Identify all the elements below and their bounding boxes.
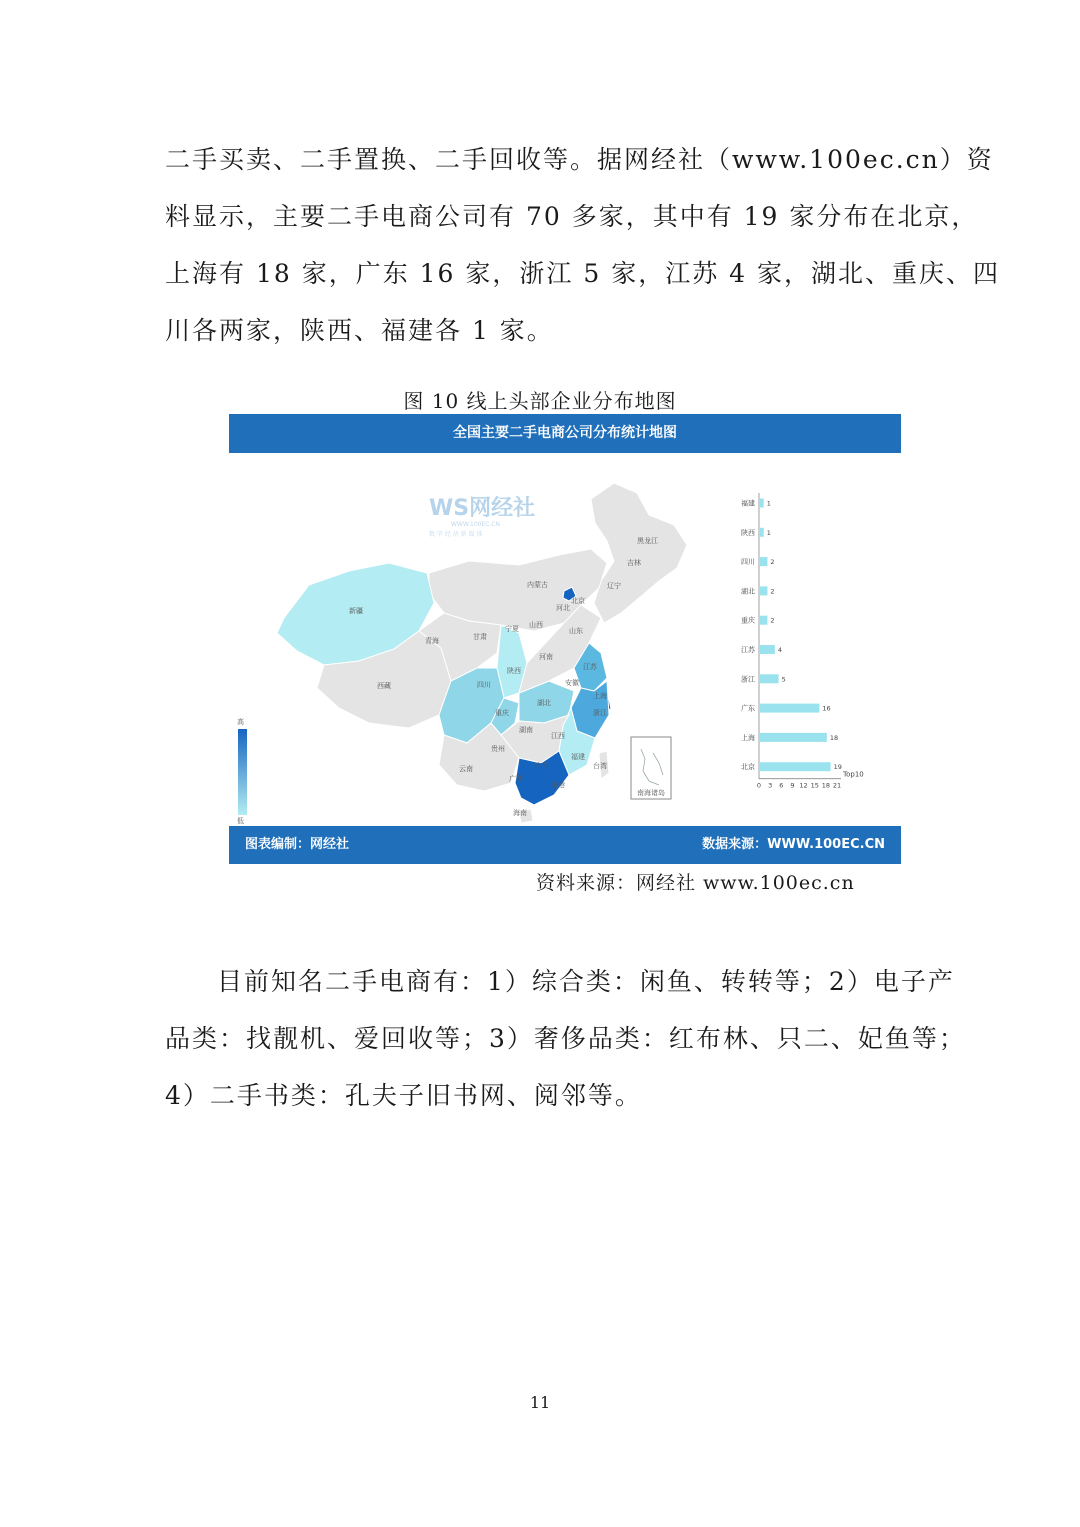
map-label: 重庆: [495, 709, 509, 717]
bar: [760, 586, 767, 595]
bar-x-tick-label: 3: [768, 781, 773, 790]
map-label: 陕西: [507, 667, 521, 675]
bar-value-label: 18: [829, 733, 839, 742]
map-label: 吉林: [627, 559, 641, 567]
map-label: 黑龙江: [637, 537, 658, 545]
figure-footer-bar: [229, 826, 901, 864]
bar-category-label: 湖北: [741, 587, 755, 596]
bar-value-label: 2: [770, 616, 775, 625]
paragraph-line: 二手买卖、二手置换、二手回收等。据网经社（www.100ec.cn）资: [165, 145, 994, 174]
legend-high-label: 高: [237, 718, 244, 726]
watermark-url: WWW.100EC.CN: [451, 521, 501, 528]
color-legend: [237, 717, 247, 825]
bar-category-label: 江苏: [741, 646, 755, 654]
bar-category-label: 重庆: [741, 616, 755, 625]
map-label: 海南: [513, 809, 527, 817]
bar-value-label: 1: [766, 528, 771, 537]
bar: [760, 499, 764, 508]
figure-banner-title: 全国主要二手电商公司分布统计地图: [229, 414, 901, 453]
map-label: 湖北: [537, 699, 551, 707]
top10-bar-chart: [741, 493, 864, 790]
map-label: 山东: [569, 627, 583, 635]
bar-category-label: 浙江: [741, 675, 755, 684]
map-label: 甘肃: [473, 633, 487, 641]
bar: [760, 645, 775, 654]
figure-footer-source: 数据来源：WWW.100EC.CN: [702, 837, 885, 852]
map-label: 上海: [593, 692, 607, 700]
bar-x-tick-label: 18: [821, 781, 830, 790]
bar-x-tick-label: 9: [790, 781, 795, 790]
bar-category-label: 福建: [741, 499, 755, 508]
map-label: 香港: [551, 781, 565, 789]
watermark-logo-text: WS网经社: [429, 496, 536, 521]
map-label: 广西: [509, 775, 523, 783]
map-label: 湖南: [519, 726, 533, 734]
figure-canvas: [229, 453, 901, 826]
paragraph-line: 品类：找靓机、爱回收等；3）奢侈品类：红布林、只二、妃鱼等；: [165, 1024, 966, 1053]
bar-x-tick-label: 15: [810, 781, 819, 790]
map-label: 江西: [551, 732, 565, 740]
paragraph-line: 料显示，主要二手电商公司有 70 多家，其中有 19 家分布在北京，: [165, 202, 979, 231]
bar-value-label: 4: [777, 646, 782, 654]
bar-value-label: 1: [766, 499, 771, 508]
bar-category-label: 四川: [741, 558, 755, 567]
bar: [760, 528, 764, 537]
bar-x-tick-label: 21: [832, 781, 842, 790]
map-label: 台湾: [593, 762, 607, 770]
watermark-logo: [429, 496, 535, 538]
bar-x-tick-label: 12: [799, 781, 808, 790]
map-label: 北京: [571, 597, 585, 605]
province-region-northeast: [591, 483, 687, 623]
paragraph-line: 上海有 18 家，广东 16 家，浙江 5 家，江苏 4 家，湖北、重庆、四: [165, 259, 1001, 288]
map-label: 内蒙古: [527, 581, 548, 589]
figure-footer-compiler: 图表编制：网经社: [245, 837, 350, 852]
bar-value-label: 19: [833, 763, 842, 772]
map-label: 河南: [539, 653, 553, 661]
bar: [760, 733, 827, 742]
south-sea-inset: [631, 737, 671, 799]
figure-caption: 图 10 线上头部企业分布地图: [403, 389, 677, 413]
bar-category-label: 陕西: [741, 528, 755, 537]
bar: [760, 704, 819, 713]
map-label: 四川: [477, 681, 491, 689]
bar-value-label: 16: [822, 704, 831, 713]
map-label: 安徽: [565, 679, 579, 687]
map-label: 广东: [535, 762, 549, 770]
map-label: 青海: [425, 637, 439, 645]
map-label: 新疆: [349, 607, 363, 615]
paragraph-line: 川各两家，陕西、福建各 1 家。: [165, 316, 554, 345]
bar-category-label: 北京: [741, 763, 755, 772]
map-label: 云南: [459, 765, 473, 773]
bar-value-label: 5: [781, 675, 786, 684]
source-note: 资料来源：网经社 www.100ec.cn: [536, 872, 855, 894]
watermark-tagline: 数 字 经 济 新 媒 体: [429, 531, 483, 538]
body-paragraph-2: [165, 953, 966, 1124]
bar-category-label: 上海: [741, 733, 755, 742]
map-label: 浙江: [593, 709, 607, 717]
map-label: 福建: [571, 753, 585, 761]
distribution-figure: [229, 414, 901, 864]
bar: [760, 674, 779, 683]
map-label: 山西: [529, 621, 543, 629]
legend-low-label: 低: [237, 817, 244, 825]
map-label: 江苏: [583, 663, 597, 671]
body-paragraph-1: [165, 131, 1001, 359]
bar-value-label: 2: [770, 558, 775, 567]
bar: [760, 762, 831, 771]
map-label: 辽宁: [607, 582, 621, 590]
map-label: 河北: [556, 604, 570, 612]
bar-x-tick-label: 6: [779, 781, 784, 790]
bar-value-label: 2: [770, 587, 775, 596]
map-label: 宁夏: [505, 625, 519, 633]
south-sea-islands: [641, 749, 663, 785]
bar-x-tick-label: 0: [756, 781, 762, 790]
map-label: 贵州: [491, 745, 505, 753]
bar: [760, 557, 767, 566]
bar: [760, 616, 767, 625]
bar-category-label: 广东: [741, 704, 755, 713]
page-number: 11: [529, 1393, 551, 1412]
bar-chart-title: Top10: [843, 770, 864, 779]
map-label: 西藏: [377, 682, 391, 690]
paragraph-line: 4）二手书类：孔夫子旧书网、阅邻等。: [165, 1081, 642, 1110]
paragraph-line: 目前知名二手电商有：1）综合类：闲鱼、转转等；2）电子产: [217, 967, 955, 996]
legend-gradient-bar: [238, 729, 247, 815]
south-sea-label: 南海诸岛: [637, 789, 665, 797]
